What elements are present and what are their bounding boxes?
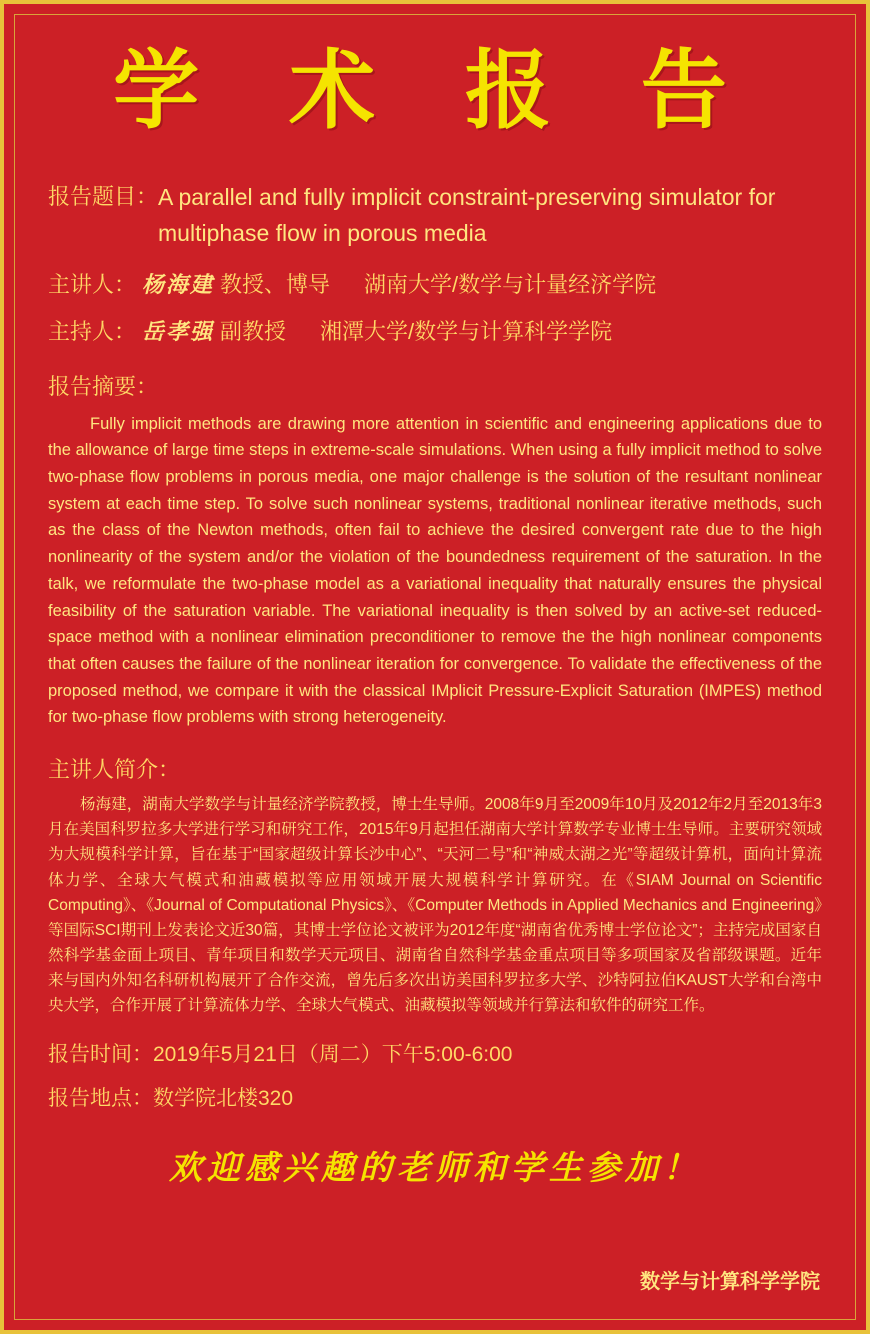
speaker-name: 杨海建: [142, 271, 215, 298]
host-label: 主持人：: [48, 318, 137, 344]
host-name: 岳孝强: [142, 318, 215, 345]
speaker-label: 主讲人：: [48, 271, 137, 297]
bio-heading: 主讲人简介：: [48, 757, 181, 783]
abstract-heading: 报告摘要：: [48, 373, 159, 399]
speaker-role: 教授、博导: [220, 271, 331, 297]
welcome-line: 欢迎感兴趣的老师和学生参加！: [169, 1148, 701, 1188]
bio-text: 杨海建，湖南大学数学与计量经济学院教授，博士生导师。2008年9月至2009年10月及2012年2月至2013年3月在美国科罗拉多大学进行学习和研究工作，2015年9月起担任湖南大学计算数学专业博士生导师。主要研究领域为大规模科学计算，旨在基于“国家超级计算长沙中心”、“天河二号”和“神威太湖之光”等超级计算机，面向计算流体力学、全球大气模式和油藏模拟等应用领域开展大规模科学计算研究。在《SIAM Journal on Scientific Computing》、《Journal of Computational Physics》、《Computer Methods in Applied Mechanics and Engineering》等国际SCI期刊上发表论文近30篇，其博士学位论文被评为2012年度“湖南省优秀博士学位论文”；主持完成国家自然科学基金面上项目、青年项目和数学天元项目、湖南省自然科学基金重点项目等多项国家及省部级课题。近年来与国内外知名科研机构展开了合作交流，曾先后多次出访美国科罗拉多大学、沙特阿拉伯KAUST大学和台湾中央大学，合作开展了计算流体力学、全球大气模式、油藏模拟等领域并行算法和软件的研究工作。: [48, 796, 822, 1015]
topic-label: 报告题目：: [48, 184, 159, 210]
page-title: 学 术 报 告: [113, 40, 757, 141]
poster-inner-border: [14, 14, 856, 1320]
host-role: 副教授: [220, 318, 287, 344]
host-affiliation: 湘潭大学/数学与计算科学学院: [320, 318, 613, 344]
topic-text: A parallel and fully implicit constraint-preserving simulator for multiphase flow in porous media: [158, 184, 776, 246]
footer-organization: 数学与计算科学学院: [640, 1271, 820, 1293]
place-line: 报告地点：数学院北楼320: [48, 1087, 294, 1111]
abstract-text: Fully implicit methods are drawing more attention in scientific and engineering applications due to the allowance of large time steps in extreme-scale simulations. When using a fully implicit method to solve two-phase flow problems in porous media, one major challenge is the solution of the resultant nonlinear system at each time step. To solve such nonlinear systems, traditional nonlinear iterative methods, such as the class of the Newton methods, often fail to achieve the desired convergent rate due to the high nonlinearity of the system and/or the violation of the boundedness requirement of the saturation. In the talk, we reformulate the two-phase model as a variational inequality that naturally ensures the physical feasibility of the saturation variable. The variational inequality is then solved by an active-set reduced-space method with a nonlinear elimination preconditioner to remove the the high nonlinear components that often causes the failure of the nonlinear iteration for convergence. To validate the effectiveness of the proposed method, we compare it with the classical IMplicit Pressure-Explicit Saturation (IMPES) method for two-phase flow problems with strong heterogeneity.: [48, 414, 822, 727]
time-line: 报告时间：2019年5月21日（周二）下午5:00-6:00: [48, 1043, 513, 1067]
speaker-affiliation: 湖南大学/数学与计量经济学院: [364, 271, 657, 297]
